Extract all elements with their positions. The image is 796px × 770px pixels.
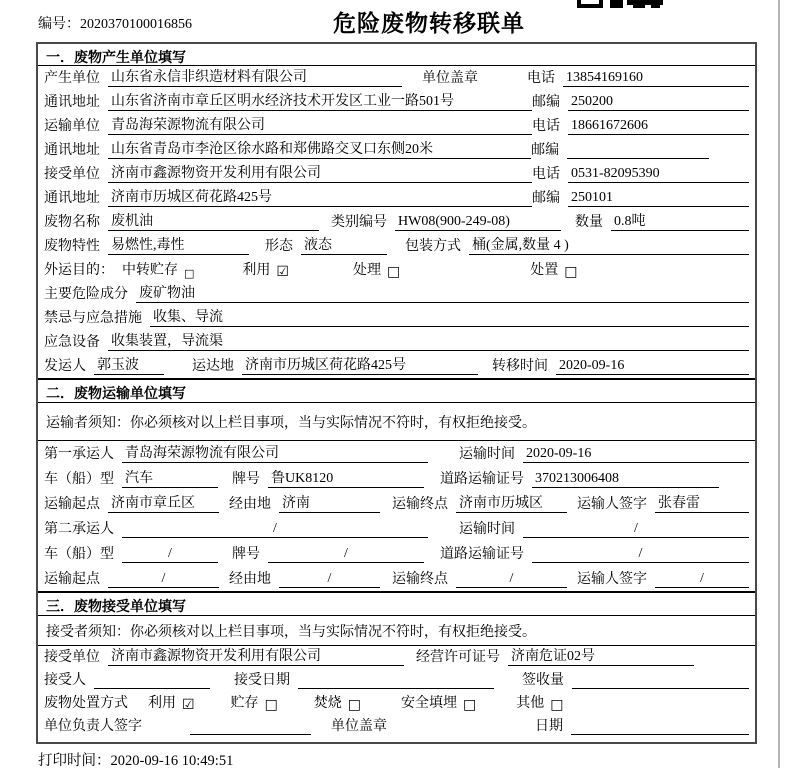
producer-zip-label: 邮编 (532, 95, 561, 110)
receive-date-label: 接受日期 (234, 673, 290, 688)
quantity-value: 0.8吨 (611, 210, 749, 231)
transporter-phone-value: 18661672606 (568, 118, 749, 135)
purpose-dispose-checkbox: □ (564, 264, 578, 280)
receiver-notice: 接受者须知：你必须核对以上栏目事项，当与实际情况不符时，有权拒绝接受。 (38, 616, 755, 646)
row-signer (38, 715, 755, 738)
via2-label: 经由地 (229, 572, 271, 587)
sign2-label: 运输人签字 (577, 572, 647, 587)
qr-finder-fragment (577, 0, 603, 8)
receiver-phone-value: 0531-82095390 (568, 166, 749, 183)
transporter-address-value: 山东省青岛市李沧区徐水路和郑佛路交叉口东侧20米 (108, 138, 531, 159)
producer-label: 产生单位 (44, 71, 100, 86)
disposal-store-checkbox: □ (264, 697, 278, 713)
purpose-transfer-checkbox: □ (184, 267, 195, 280)
section-transporter (38, 378, 755, 591)
packing-value: 桶(金属,数量 4 ) (469, 234, 749, 255)
hazard-value: 废矿物油 (136, 282, 749, 303)
category-value: HW08(900-249-08) (395, 214, 561, 231)
recipient-label: 接受人 (44, 673, 86, 688)
waste-name-label: 废物名称 (44, 215, 100, 230)
serial-label: 编号： (38, 17, 80, 32)
transfer-date-label: 转移时间 (492, 359, 548, 374)
disposal-burn-checkbox: □ (347, 697, 362, 713)
sign1-label: 运输人签字 (577, 497, 647, 512)
producer-value: 山东省永信非织造材料有限公司 (108, 66, 402, 87)
time1-value: 2020-09-16 (523, 446, 749, 463)
origin1-label: 运输起点 (44, 497, 100, 512)
row-shipper (38, 354, 755, 378)
via1-label: 经由地 (229, 497, 271, 512)
purpose-use-label: 利用 (242, 263, 271, 278)
row-route1 (38, 491, 755, 516)
carrier2-label: 第二承运人 (44, 522, 114, 537)
vehicle2-value: / (122, 546, 218, 563)
receiver-value: 济南市鑫源物资开发利用有限公司 (108, 162, 532, 183)
disposal-burn-label: 焚烧 (313, 696, 342, 711)
destination-label: 运达地 (192, 359, 234, 374)
disposal-use-checkbox: ☑ (182, 697, 195, 713)
row-carrier1 (38, 441, 755, 466)
serial-value: 2020370100016856 (80, 17, 192, 32)
page-title: 危险废物转移联单 (333, 11, 525, 36)
producer-address-value: 山东省济南市章丘区明水经济技术开发区工业一路501号 (108, 90, 532, 111)
packing-label: 包装方式 (405, 239, 461, 254)
amount-value (572, 688, 749, 689)
receiver-address-value: 济南市历城区荷花路425号 (108, 186, 532, 207)
origin2-label: 运输起点 (44, 572, 100, 587)
row-receiver-address (38, 186, 755, 210)
taboo-label: 禁忌与应急措施 (44, 311, 142, 326)
category-label: 类别编号 (331, 215, 387, 230)
hazard-label: 主要危险成分 (44, 287, 128, 302)
signer-value (190, 734, 311, 735)
date-label: 日期 (535, 719, 563, 734)
destination-value: 济南市历城区荷花路425号 (242, 354, 478, 375)
disposal-label: 废物处置方式 (44, 696, 128, 711)
producer-phone-value: 13854169160 (563, 70, 749, 87)
row-vehicle2 (38, 541, 755, 566)
page-edge-divider (778, 0, 780, 768)
via1-value: 济南 (279, 492, 380, 513)
recipient-value (94, 688, 210, 689)
permit1-value: 370213006408 (532, 471, 719, 488)
row-receiver (38, 162, 755, 186)
receiver-address-label: 通讯地址 (44, 191, 100, 206)
form-value: 液态 (301, 234, 387, 255)
character-label: 废物特性 (44, 239, 100, 254)
quantity-label: 数量 (575, 215, 603, 230)
print-time-value: 2020-09-16 10:49:51 (110, 753, 234, 769)
transporter-zip-value (567, 158, 709, 159)
section-receiver (38, 591, 755, 738)
purpose-treat-checkbox: □ (386, 264, 401, 280)
section-producer (38, 44, 755, 378)
receive-date-value (298, 688, 494, 689)
permit2-label: 道路运输证号 (440, 547, 524, 562)
receive-unit-label: 接受单位 (44, 650, 100, 665)
sign2-value: / (655, 571, 749, 588)
time2-label: 运输时间 (459, 522, 515, 537)
plate1-value: 鲁UK8120 (268, 467, 424, 488)
transporter-address-label: 通讯地址 (44, 143, 100, 158)
disposal-landfill-checkbox: □ (463, 697, 477, 713)
transporter-value: 青岛海荣源物流有限公司 (108, 114, 532, 135)
license-label: 经营许可证号 (416, 650, 500, 665)
sign1-value: 张春雷 (655, 492, 749, 513)
row-equipment (38, 330, 755, 354)
receiver-zip-label: 邮编 (532, 191, 561, 206)
purpose-dispose-label: 处置 (530, 263, 559, 278)
unit-seal-label: 单位盖章 (331, 719, 387, 734)
via2-value: / (279, 571, 380, 588)
producer-address-label: 通讯地址 (44, 95, 100, 110)
row-receive-unit (38, 646, 755, 669)
receiver-zip-value: 250101 (568, 190, 749, 207)
character-value: 易燃性,毒性 (108, 234, 249, 255)
receive-unit-value: 济南市鑫源物资开发利用有限公司 (108, 645, 404, 666)
shipper-label: 发运人 (44, 359, 86, 374)
plate2-label: 牌号 (232, 547, 260, 562)
section3-title: 三．废物接受单位填写 (38, 593, 755, 616)
print-time (38, 749, 233, 770)
row-disposal (38, 692, 755, 715)
row-transporter (38, 114, 755, 138)
signer-label: 单位负责人签字 (44, 719, 142, 734)
license-value: 济南危证02号 (508, 645, 694, 666)
receiver-phone-label: 电话 (532, 167, 561, 182)
plate2-value: / (268, 546, 424, 563)
time1-label: 运输时间 (459, 447, 515, 462)
vehicle1-value: 汽车 (122, 467, 218, 488)
row-waste-character (38, 234, 755, 258)
receiver-label: 接受单位 (44, 167, 100, 182)
amount-label: 签收量 (522, 673, 564, 688)
qr-code-partial (577, 0, 663, 9)
time2-value: / (523, 521, 749, 538)
seal-label: 单位盖章 (422, 71, 478, 86)
row-taboo (38, 306, 755, 330)
permit2-value: / (532, 546, 749, 563)
waste-name-value: 废机油 (108, 210, 319, 231)
row-waste-name (38, 210, 755, 234)
form-label: 形态 (265, 239, 293, 254)
row-hazard (38, 282, 755, 306)
disposal-landfill-label: 安全填埋 (401, 696, 458, 711)
transporter-zip-label: 邮编 (531, 143, 560, 158)
disposal-other-checkbox: □ (550, 697, 564, 713)
disposal-store-label: 贮存 (230, 696, 259, 711)
purpose-label: 外运目的： (44, 263, 114, 278)
equipment-label: 应急设备 (44, 335, 100, 350)
carrier2-value: / (122, 521, 428, 538)
producer-zip-value: 250200 (568, 94, 749, 111)
section1-title: 一．废物产生单位填写 (38, 44, 755, 66)
vehicle2-label: 车（船）型 (44, 547, 114, 562)
carrier1-value: 青岛海荣源物流有限公司 (122, 442, 428, 463)
section2-title: 二．废物运输单位填写 (38, 380, 755, 403)
row-transporter-address (38, 138, 755, 162)
date-value (571, 734, 749, 735)
manifest-form (36, 42, 757, 744)
row-recipient (38, 669, 755, 692)
purpose-transfer-label: 中转贮存 (122, 263, 178, 278)
print-time-label: 打印时间： (38, 753, 111, 769)
transporter-phone-label: 电话 (532, 119, 561, 134)
plate1-label: 牌号 (232, 472, 260, 487)
equipment-value: 收集装置，导流渠 (108, 330, 749, 351)
row-purpose (38, 258, 755, 282)
transfer-date-value: 2020-09-16 (556, 358, 749, 375)
origin2-value: / (108, 571, 219, 588)
purpose-use-checkbox: ☑ (276, 264, 289, 280)
terminal1-label: 运输终点 (392, 497, 448, 512)
disposal-other-label: 其他 (516, 696, 545, 711)
vehicle1-label: 车（船）型 (44, 472, 114, 487)
producer-phone-label: 电话 (527, 71, 555, 86)
row-producer-address (38, 90, 755, 114)
shipper-value: 郭玉波 (94, 354, 164, 375)
row-producer (38, 66, 755, 90)
terminal2-label: 运输终点 (392, 572, 448, 587)
carrier1-label: 第一承运人 (44, 447, 114, 462)
origin1-value: 济南市章丘区 (108, 492, 219, 513)
row-route2 (38, 566, 755, 591)
row-carrier2 (38, 516, 755, 541)
terminal2-value: / (456, 571, 567, 588)
permit1-label: 道路运输证号 (440, 472, 524, 487)
purpose-treat-label: 处理 (352, 263, 381, 278)
row-vehicle1 (38, 466, 755, 491)
terminal1-value: 济南市历城区 (456, 492, 567, 513)
transporter-notice: 运输者须知：你必须核对以上栏目事项，当与实际情况不符时，有权拒绝接受。 (38, 403, 755, 441)
transporter-label: 运输单位 (44, 119, 100, 134)
taboo-value: 收集、导流 (150, 306, 749, 327)
disposal-use-label: 利用 (148, 696, 176, 711)
